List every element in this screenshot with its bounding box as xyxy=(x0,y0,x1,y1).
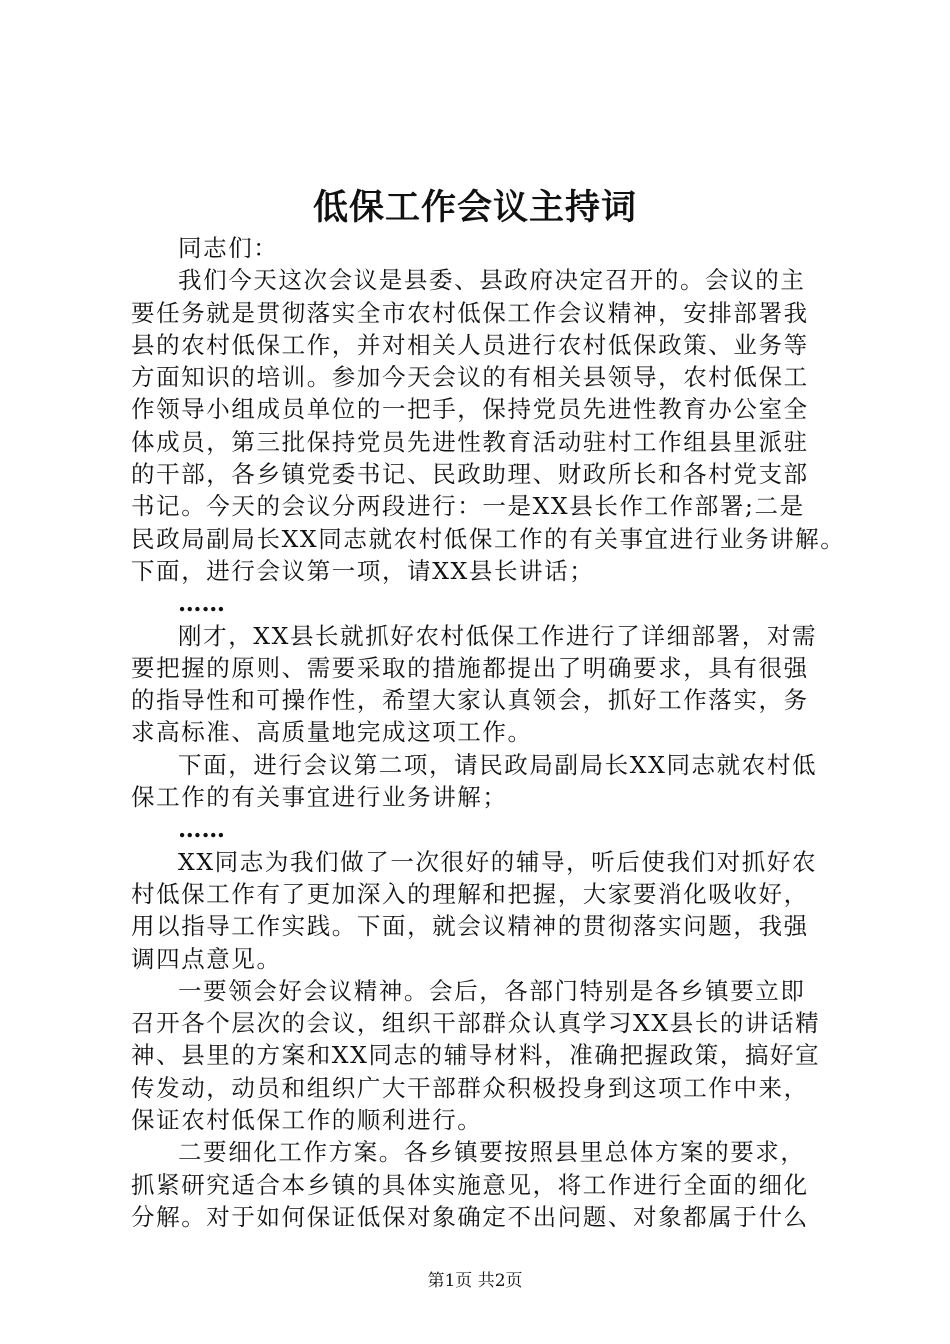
ellipsis-line: …… xyxy=(178,589,225,618)
text-line: 一要领会好会议精神。会后，各部门特别是各乡镇要立即 xyxy=(178,976,806,1005)
text-line: 同志们： xyxy=(178,234,279,262)
text-line: 方面知识的培训。参加今天会议的有相关县领导，农村低保工 xyxy=(131,363,809,392)
text-line: 保工作的有关事宜进行业务讲解； xyxy=(131,783,508,812)
text-line: 下面，进行会议第二项，请民政局副局长XX同志就农村低 xyxy=(178,750,818,779)
text-line: 县的农村低保工作，并对相关人员进行农村低保政策、业务等 xyxy=(131,330,809,359)
text-line: 民政局副局长XX同志就农村低保工作的有关事宜进行业务讲解。 xyxy=(131,524,846,553)
text-line: 村低保工作有了更加深入的理解和把握，大家要消化吸收好， xyxy=(131,879,809,908)
text-line: 作领导小组成员单位的一把手，保持党员先进性教育办公室全 xyxy=(131,395,809,424)
text-line: 召开各个层次的会议，组织干部群众认真学习XX县长的讲话精 xyxy=(131,1009,821,1038)
text-line: 求高标准、高质量地完成这项工作。 xyxy=(131,718,533,747)
ellipsis-line: …… xyxy=(178,815,225,844)
text-line: 体成员，第三批保持党员先进性教育活动驻村工作组县里派驻 xyxy=(131,427,809,456)
text-line: 保证农村低保工作的顺利进行。 xyxy=(131,1106,483,1135)
text-line: 要把握的原则、需要采取的措施都提出了明确要求，具有很强 xyxy=(131,653,809,682)
text-line: 书记。今天的会议分两段进行：一是XX县长作工作部署;二是 xyxy=(131,492,805,521)
text-line: 调四点意见。 xyxy=(131,944,282,973)
text-line: 用以指导工作实践。下面，就会议精神的贯彻落实问题，我强 xyxy=(131,912,809,941)
document-title: 低保工作会议主持词 xyxy=(312,187,637,228)
text-line: 要任务就是贯彻落实全市农村低保工作会议精神，安排部署我 xyxy=(131,298,809,327)
text-line: 下面，进行会议第一项，请XX县长讲话； xyxy=(131,556,595,585)
text-line: 神、县里的方案和XX同志的辅导材料，准确把握政策，搞好宣 xyxy=(131,1041,821,1070)
text-line: 的干部，各乡镇党委书记、民政助理、财政所长和各村党支部 xyxy=(131,460,809,489)
text-line: XX同志为我们做了一次很好的辅导，听后使我们对抓好农 xyxy=(178,847,818,876)
text-line: 刚才，XX县长就抓好农村低保工作进行了详细部署，对需 xyxy=(178,621,818,650)
page-footer: 第1页 共2页 xyxy=(427,1271,523,1291)
text-line: 抓紧研究适合本乡镇的具体实施意见，将工作进行全面的细化 xyxy=(131,1170,809,1199)
text-line: 的指导性和可操作性，希望大家认真领会，抓好工作落实，务 xyxy=(131,686,809,715)
text-line: 分解。对于如何保证低保对象确定不出问题、对象都属于什么 xyxy=(131,1202,809,1231)
document-body xyxy=(131,232,846,1233)
text-line: 传发动，动员和组织广大干部群众积极投身到这项工作中来， xyxy=(131,1073,809,1102)
text-line: 我们今天这次会议是县委、县政府决定召开的。会议的主 xyxy=(178,266,806,295)
text-line: 二要细化工作方案。各乡镇要按照县里总体方案的要求， xyxy=(178,1138,806,1167)
